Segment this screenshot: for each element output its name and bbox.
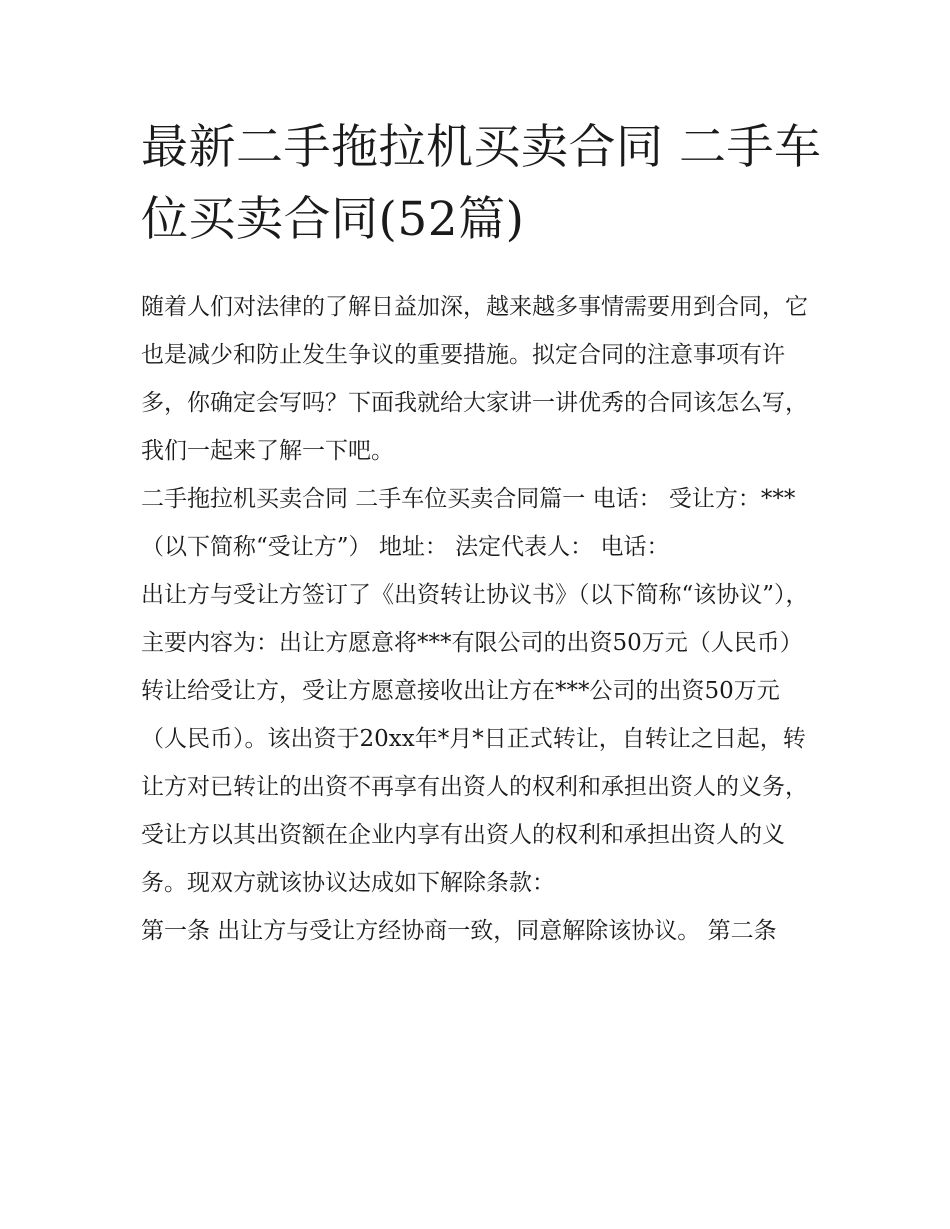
document-body — [141, 283, 813, 955]
document-title: 最新二手拖拉机买卖合同 二手车位买卖合同(52篇) — [141, 120, 822, 247]
paragraph-parties: 二手拖拉机买卖合同 二手车位买卖合同篇一 电话： 受让方：***（以下简称“受让方”） 地址： 法定代表人： 电话： — [141, 486, 796, 560]
paragraph-agreement: 出让方与受让方签订了《出资转让协议书》（以下简称“该协议”），主要内容为：出让方愿意将***有限公司的出资50万元（人民币）转让给受让方，受让方愿意接收出让方在***公司的出资50万元（人民币）。该出资于20xx年*月*日正式转让，自转让之日起，转让方对已转让的出资不再享有出资人的权利和承担出资人的义务，受让方以其出资额在企业内享有出资人的权利和承担出资人的义务。现双方就该协议达成如下解除条款： — [141, 582, 809, 896]
paragraph-intro: 随着人们对法律的了解日益加深，越来越多事情需要用到合同，它也是减少和防止发生争议的重要措施。拟定合同的注意事项有许多，你确定会写吗？下面我就给大家讲一讲优秀的合同该怎么写，我们一起来了解一下吧。 — [141, 294, 808, 464]
paragraph-article-one: 第一条 出让方与受让方经协商一致，同意解除该协议。 第二条 — [141, 918, 777, 944]
